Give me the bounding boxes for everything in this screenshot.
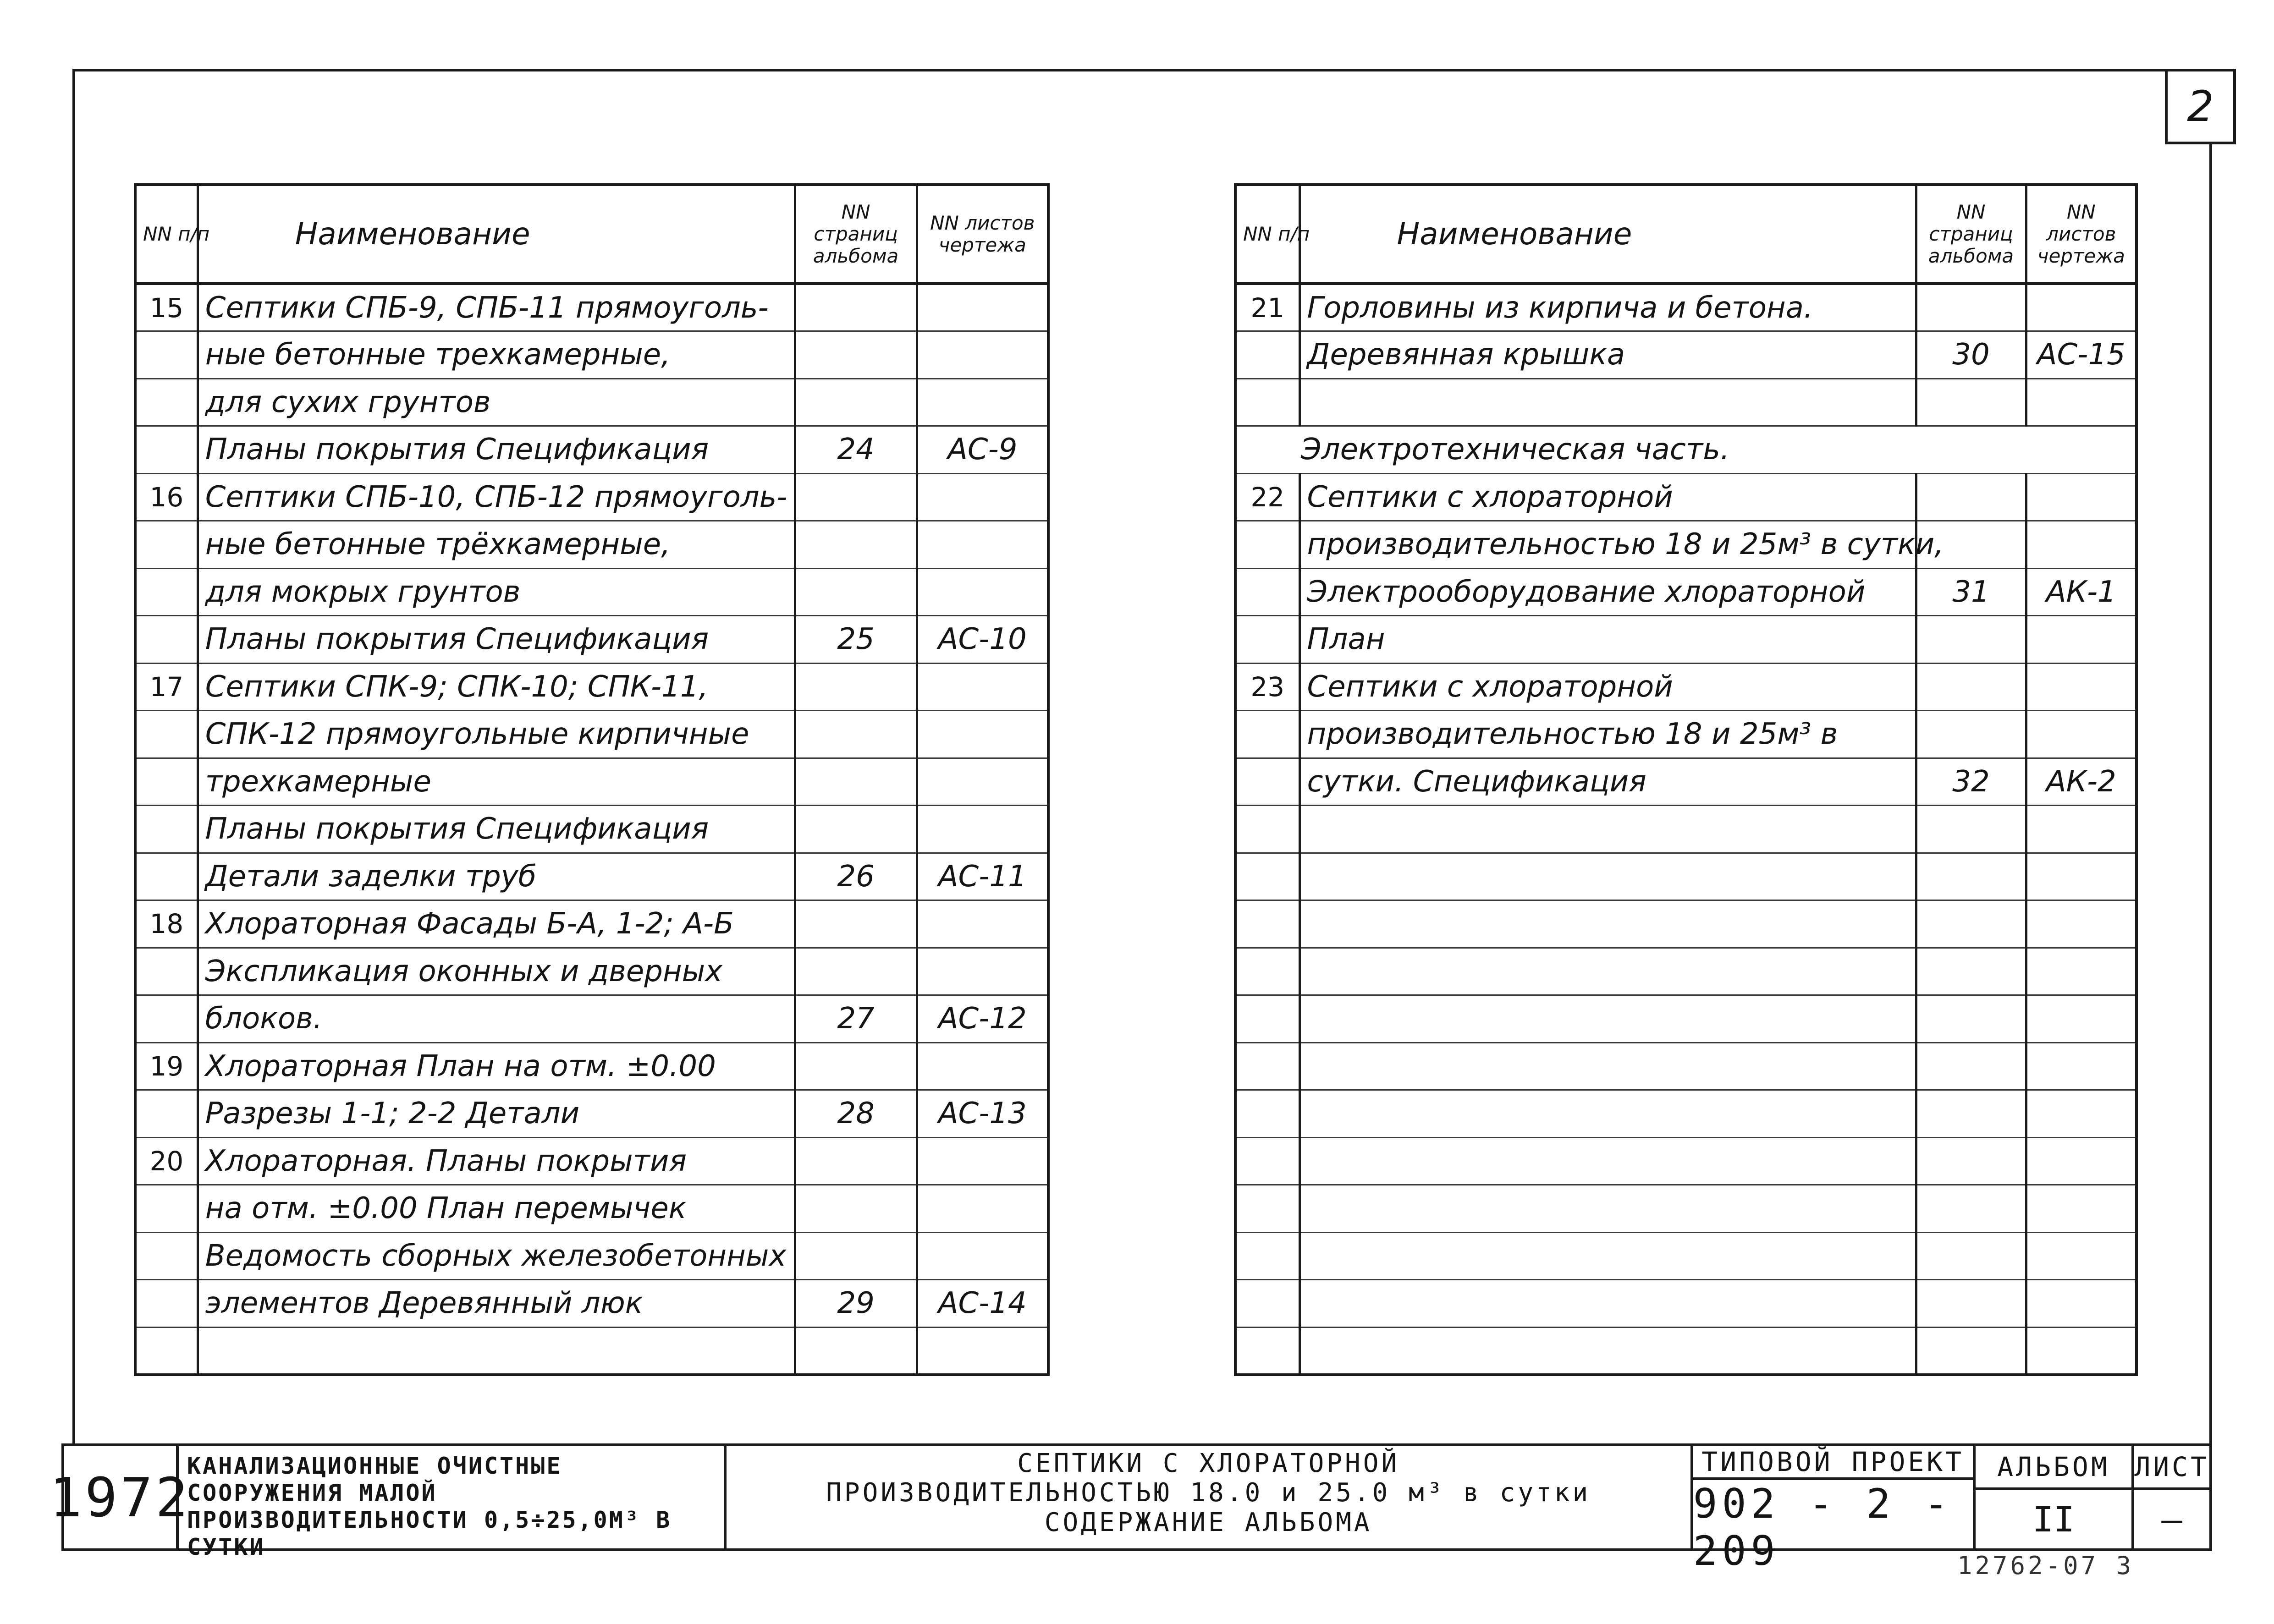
item-name [1299,1232,1916,1280]
table-row [1235,616,2136,664]
page-number [1916,900,2026,948]
page-number [795,663,917,711]
item-name: Септики СПБ-10, СПБ-12 прямоуголь- [198,473,795,521]
sheet-number-cell [2026,853,2136,900]
page-number [795,473,917,521]
item-name: Хлораторная. Планы покрытия [198,1137,795,1185]
item-name [1299,1280,1916,1328]
header-pages: NN страниц альбома [1916,185,2026,284]
item-name [1299,1042,1916,1090]
item-number [1235,1137,1299,1185]
sheet-number-cell [917,948,1048,995]
sheet-number-cell [2026,995,2136,1043]
item-number [1235,1042,1299,1090]
page-number [1916,995,2026,1043]
sheet-number-cell: АС-12 [917,995,1048,1043]
item-name: Септики с хлораторной [1299,473,1916,521]
table-row [1235,900,2136,948]
sheet-number-cell [917,284,1048,331]
item-number [135,758,198,806]
page-number [795,284,917,331]
item-name [1299,1137,1916,1185]
item-number [135,568,198,616]
page-number [1916,1137,2026,1185]
page-number: 31 [1916,568,2026,616]
table-row [1235,568,2136,616]
page-number [795,568,917,616]
series-line: СООРУЖЕНИЯ МАЛОЙ [187,1480,437,1506]
item-number [1235,521,1299,569]
item-number: 18 [135,900,198,948]
sheet-number-cell: АК-1 [2026,568,2136,616]
page-number: 32 [1916,758,2026,806]
item-number [1235,1232,1299,1280]
item-number [135,331,198,379]
table-row [135,1137,1048,1185]
item-name: СПК-12 прямоугольные кирпичные [198,711,795,758]
page-number: 25 [795,616,917,664]
item-name: Планы покрытия Спецификация [198,616,795,664]
page-number [1916,284,2026,331]
table-row [1235,1232,2136,1280]
item-name [1299,1185,1916,1233]
item-number [1235,758,1299,806]
table-row [135,806,1048,853]
table-row [135,1090,1048,1138]
item-number: 23 [1235,663,1299,711]
table-row [1235,284,2136,331]
item-number [1235,1280,1299,1328]
item-name: Септики СПК-9; СПК-10; СПК-11, [198,663,795,711]
item-number: 16 [135,473,198,521]
item-name: для сухих грунтов [198,379,795,426]
sheet-number-cell [917,806,1048,853]
sheet-number-cell: АС-14 [917,1280,1048,1328]
table-row [135,948,1048,995]
table-row [135,426,1048,474]
table-row [135,521,1048,569]
item-number [135,1185,198,1233]
header-name: Наименование [198,185,795,284]
title-block-series [179,1446,727,1560]
title-line: ПРОИЗВОДИТЕЛЬНОСТЬЮ 18.0 и 25.0 м³ в сутки [826,1478,1591,1508]
item-number [135,711,198,758]
item-name: элементов Деревянный люк [198,1280,795,1328]
item-name [1299,995,1916,1043]
sheet-number-cell [2026,1232,2136,1280]
page-number [795,806,917,853]
sheet-number-cell [917,568,1048,616]
sheet-number-cell: АС-13 [917,1090,1048,1138]
page-number [1916,1042,2026,1090]
sheet-number-cell [917,900,1048,948]
page-number [1916,853,2026,900]
item-number [1235,568,1299,616]
series-line: КАНАЛИЗАЦИОННЫЕ ОЧИСТНЫЕ [187,1453,562,1479]
page-number [795,758,917,806]
item-name: блоков. [198,995,795,1043]
item-name: План [1299,616,1916,664]
title-block-title [727,1446,1693,1548]
sheet-number-cell [2026,521,2136,569]
page-number [1916,948,2026,995]
item-number [1235,853,1299,900]
sheet-number-cell [917,1232,1048,1280]
sheet-number-cell [917,473,1048,521]
sheet-number-cell [917,758,1048,806]
item-number: 19 [135,1042,198,1090]
table-row [1235,948,2136,995]
title-block-year: 1972 [64,1446,179,1548]
page-number [795,1327,917,1375]
item-name: трехкамерные [198,758,795,806]
header-name: Наименование [1299,185,1916,284]
sheet-number-cell [2026,1327,2136,1375]
table-row [1235,806,2136,853]
sheet-number-cell [917,1327,1048,1375]
item-name [1299,1327,1916,1375]
table-row [1235,331,2136,379]
item-name: Септики СПБ-9, СПБ-11 прямоуголь- [198,284,795,331]
sheet-number: 2 [2165,69,2236,144]
title-block-sheet [2134,1446,2209,1548]
item-number [135,853,198,900]
item-name: производительностью 18 и 25м³ в [1299,711,1916,758]
item-name: Ведомость сборных железобетонных [198,1232,795,1280]
table-row [1235,521,2136,569]
sheet-number-cell: АС-10 [917,616,1048,664]
table-row [1235,1042,2136,1090]
table-row [1235,379,2136,426]
sheet-label: ЛИСТ [2134,1446,2209,1490]
item-name: ные бетонные трехкамерные, [198,331,795,379]
table-row [135,1280,1048,1328]
table-row [135,1185,1048,1233]
page-number [1916,473,2026,521]
item-name: на отм. ±0.00 План перемычек [198,1185,795,1233]
table-row [1235,1090,2136,1138]
page-number [1916,711,2026,758]
header-sheets: NN листов чертежа [917,185,1048,284]
page-number [1916,379,2026,426]
sheet-number-cell [2026,1280,2136,1328]
title-line: СОДЕРЖАНИЕ АЛЬБОМА [1044,1507,1372,1537]
page-number [795,948,917,995]
item-number [135,616,198,664]
item-name: Электрооборудование хлораторной [1299,568,1916,616]
table-row [135,284,1048,331]
sheet-number-cell: АС-15 [2026,331,2136,379]
page-number [795,331,917,379]
page-number [795,379,917,426]
item-number: 20 [135,1137,198,1185]
sheet-number-cell [2026,663,2136,711]
table-row [135,379,1048,426]
header-no: NN п/п [135,185,198,284]
item-name: Хлораторная Фасады Б-А, 1-2; А-Б [198,900,795,948]
page-number [1916,806,2026,853]
page-number [1916,663,2026,711]
table-row [135,900,1048,948]
table-row [135,331,1048,379]
item-number [135,1327,198,1375]
table-row [1235,853,2136,900]
item-number [1235,995,1299,1043]
item-number [135,1090,198,1138]
item-name [198,1327,795,1375]
item-name: для мокрых грунтов [198,568,795,616]
page-number: 27 [795,995,917,1043]
item-name: Планы покрытия Спецификация [198,806,795,853]
item-number [135,379,198,426]
header-sheets: NN листов чертежа [2026,185,2136,284]
page-number [1916,1232,2026,1280]
page-number: 26 [795,853,917,900]
item-number [135,995,198,1043]
table-row [1235,663,2136,711]
sheet-number-cell [2026,1185,2136,1233]
page-number [1916,1280,2026,1328]
sheet-number-cell [2026,806,2136,853]
page-number [1916,1327,2026,1375]
table-row [135,1327,1048,1375]
item-name: Детали заделки труб [198,853,795,900]
sheet-number-cell [2026,284,2136,331]
item-number [1235,331,1299,379]
contents-table-left [134,183,1050,1376]
item-number [1235,806,1299,853]
table-row [1235,473,2136,521]
sheet-number-cell [2026,616,2136,664]
page-number: 29 [795,1280,917,1328]
item-number [135,426,198,474]
table-row [135,853,1048,900]
item-name: Планы покрытия Спецификация [198,426,795,474]
page-number [795,1137,917,1185]
page-number [1916,616,2026,664]
page-number [795,1232,917,1280]
project-label: ТИПОВОЙ ПРОЕКТ [1693,1446,1973,1480]
contents-table-right [1234,183,2138,1376]
item-number [135,806,198,853]
item-name [1299,1090,1916,1138]
item-name: Деревянная крышка [1299,331,1916,379]
sheet-number-cell [2026,1042,2136,1090]
header-pages: NN страниц альбома [795,185,917,284]
page-number: 30 [1916,331,2026,379]
page-number [795,1042,917,1090]
table-row [1235,1185,2136,1233]
item-name [1299,379,1916,426]
item-number [1235,900,1299,948]
item-name: сутки. Спецификация [1299,758,1916,806]
table-row [135,711,1048,758]
item-number: 21 [1235,284,1299,331]
title-block-project [1693,1446,1976,1575]
table-row [1235,1280,2136,1328]
item-number [1235,711,1299,758]
item-number [1235,948,1299,995]
sheet-number-cell [917,1042,1048,1090]
page-number [1916,1185,2026,1233]
project-value: 902 - 2 - 209 [1693,1480,1953,1575]
sheet-number-cell [917,331,1048,379]
sheet-number-cell [2026,1090,2136,1138]
page-number: 28 [795,1090,917,1138]
item-number [1235,1327,1299,1375]
table-row [135,1232,1048,1280]
sheet-number-cell: АС-9 [917,426,1048,474]
title-block-album [1976,1446,2135,1548]
sheet-value: — [2161,1499,2183,1540]
album-label: АЛЬБОМ [1976,1446,2132,1490]
section-heading: Электротехническая часть. [1235,426,2136,474]
table-row [135,1042,1048,1090]
page-number [1916,1090,2026,1138]
sheet-number-cell [917,711,1048,758]
table-row [135,663,1048,711]
item-number: 17 [135,663,198,711]
table-row [135,473,1048,521]
table-row [135,616,1048,664]
item-name: производительностью 18 и 25м³ в сутки, [1299,521,1916,569]
item-name [1299,948,1916,995]
item-number: 22 [1235,473,1299,521]
item-name: Экспликация оконных и дверных [198,948,795,995]
table-row [1235,758,2136,806]
item-name [1299,806,1916,853]
sheet-number-cell [2026,900,2136,948]
page-number [795,521,917,569]
page-number: 24 [795,426,917,474]
item-number [1235,1090,1299,1138]
sheet-number-cell [917,379,1048,426]
table-row [135,995,1048,1043]
page-number [795,900,917,948]
item-name: Разрезы 1-1; 2-2 Детали [198,1090,795,1138]
page-number [795,711,917,758]
item-name: ные бетонные трёхкамерные, [198,521,795,569]
item-number [1235,616,1299,664]
table-row [1235,995,2136,1043]
item-name: Хлораторная План на отм. ±0.00 [198,1042,795,1090]
archive-number: 12762-07 3 [1957,1551,2134,1580]
item-number [1235,1185,1299,1233]
table-row [135,568,1048,616]
album-value: II [2032,1499,2075,1540]
sheet-number-cell [2026,948,2136,995]
sheet-number-cell: АК-2 [2026,758,2136,806]
page-number [795,1185,917,1233]
sheet-number-cell [917,663,1048,711]
table-row [1235,1327,2136,1375]
title-line: СЕПТИКИ С ХЛОРАТОРНОЙ [1017,1448,1400,1478]
table-row [1235,1137,2136,1185]
item-number [135,521,198,569]
sheet-number-cell [2026,1137,2136,1185]
item-name [1299,853,1916,900]
table-row [1235,426,2136,474]
item-name [1299,900,1916,948]
header-no: NN п/п [1235,185,1299,284]
sheet-number-cell [917,1137,1048,1185]
item-number [1235,379,1299,426]
sheet-number-cell: АС-11 [917,853,1048,900]
sheet-number-cell [2026,711,2136,758]
item-number [135,948,198,995]
sheet-number-cell [917,521,1048,569]
table-row [135,758,1048,806]
sheet-number-cell [2026,473,2136,521]
item-number: 15 [135,284,198,331]
item-name: Септики с хлораторной [1299,663,1916,711]
item-name: Горловины из кирпича и бетона. [1299,284,1916,331]
sheet-number-cell [917,1185,1048,1233]
item-number [135,1232,198,1280]
item-number [135,1280,198,1328]
series-line: ПРОИЗВОДИТЕЛЬНОСТИ 0,5÷25,0М³ В СУТКИ [187,1507,672,1560]
table-row [1235,711,2136,758]
sheet-number-cell [2026,379,2136,426]
